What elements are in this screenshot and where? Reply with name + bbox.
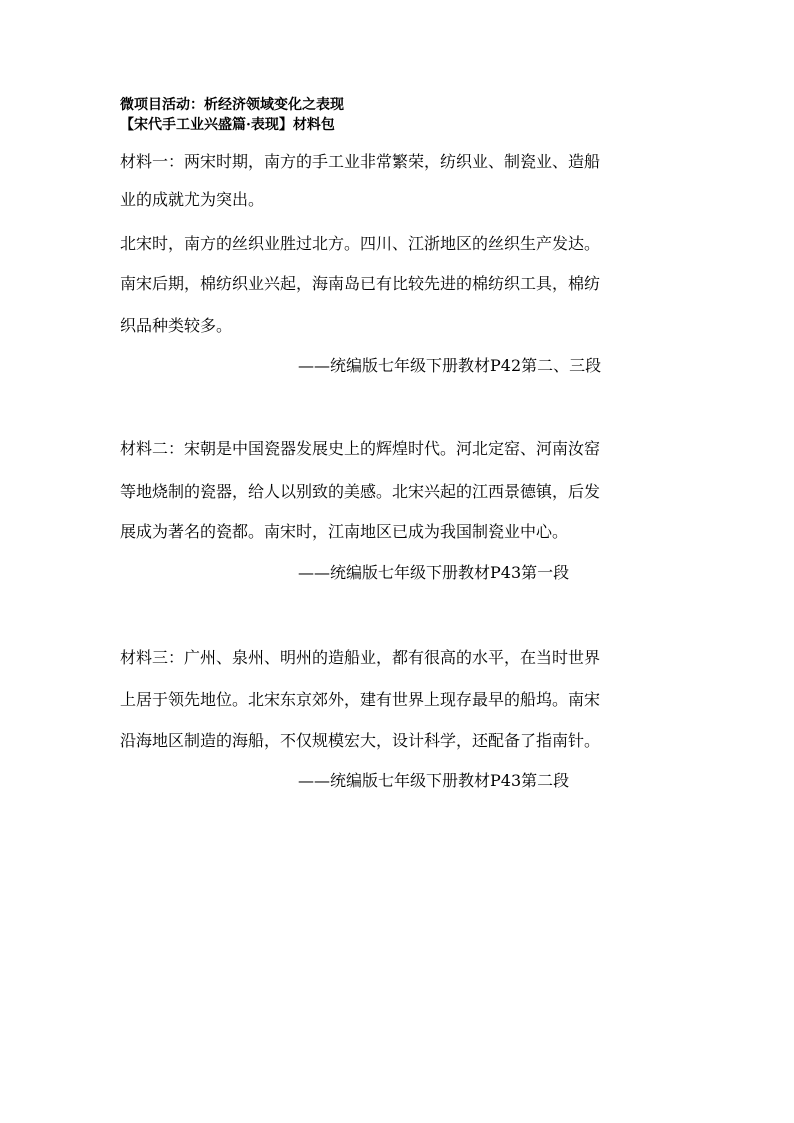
- material-2-line-1: 材料二：宋朝是中国瓷器发展史上的辉煌时代。河北定窑、河南汝窑: [120, 439, 601, 458]
- material-3-source: ——统编版七年级下册教材P43第二段: [298, 771, 570, 790]
- material-1-line-1: 材料一：两宋时期，南方的手工业非常繁荣，纺织业、制瓷业、造船: [120, 152, 601, 171]
- material-1-line-2: 业的成就尤为突出。: [120, 190, 265, 209]
- material-3-line-3: 沿海地区制造的海船，不仅规模宏大，设计科学，还配备了指南针。: [120, 731, 601, 750]
- material-3-line-2: 上居于领先地位。北宋东京郊外，建有世界上现存最早的船坞。南宋: [120, 690, 601, 709]
- material-3-line-1: 材料三：广州、泉州、明州的造船业，都有很高的水平，在当时世界: [120, 648, 601, 667]
- material-1-line-4: 南宋后期，棉纺织业兴起，海南岛已有比较先进的棉纺织工具，棉纺: [120, 274, 601, 293]
- material-2-line-3: 展成为著名的瓷都。南宋时，江南地区已成为我国制瓷业中心。: [120, 522, 569, 541]
- material-1-source: ——统编版七年级下册教材P42第二、三段: [298, 356, 602, 375]
- material-2-source: ——统编版七年级下册教材P43第一段: [298, 563, 570, 582]
- material-1-line-5: 织品种类较多。: [120, 316, 233, 335]
- material-1-line-3: 北宋时，南方的丝织业胜过北方。四川、江浙地区的丝织生产发达。: [120, 234, 601, 253]
- material-2-line-2: 等地烧制的瓷器，给人以别致的美感。北宋兴起的江西景德镇，后发: [120, 482, 601, 501]
- material-pack-subtitle: 【宋代手工业兴盛篇·表现】材料包: [120, 117, 335, 133]
- activity-title: 微项目活动：析经济领域变化之表现: [120, 97, 344, 113]
